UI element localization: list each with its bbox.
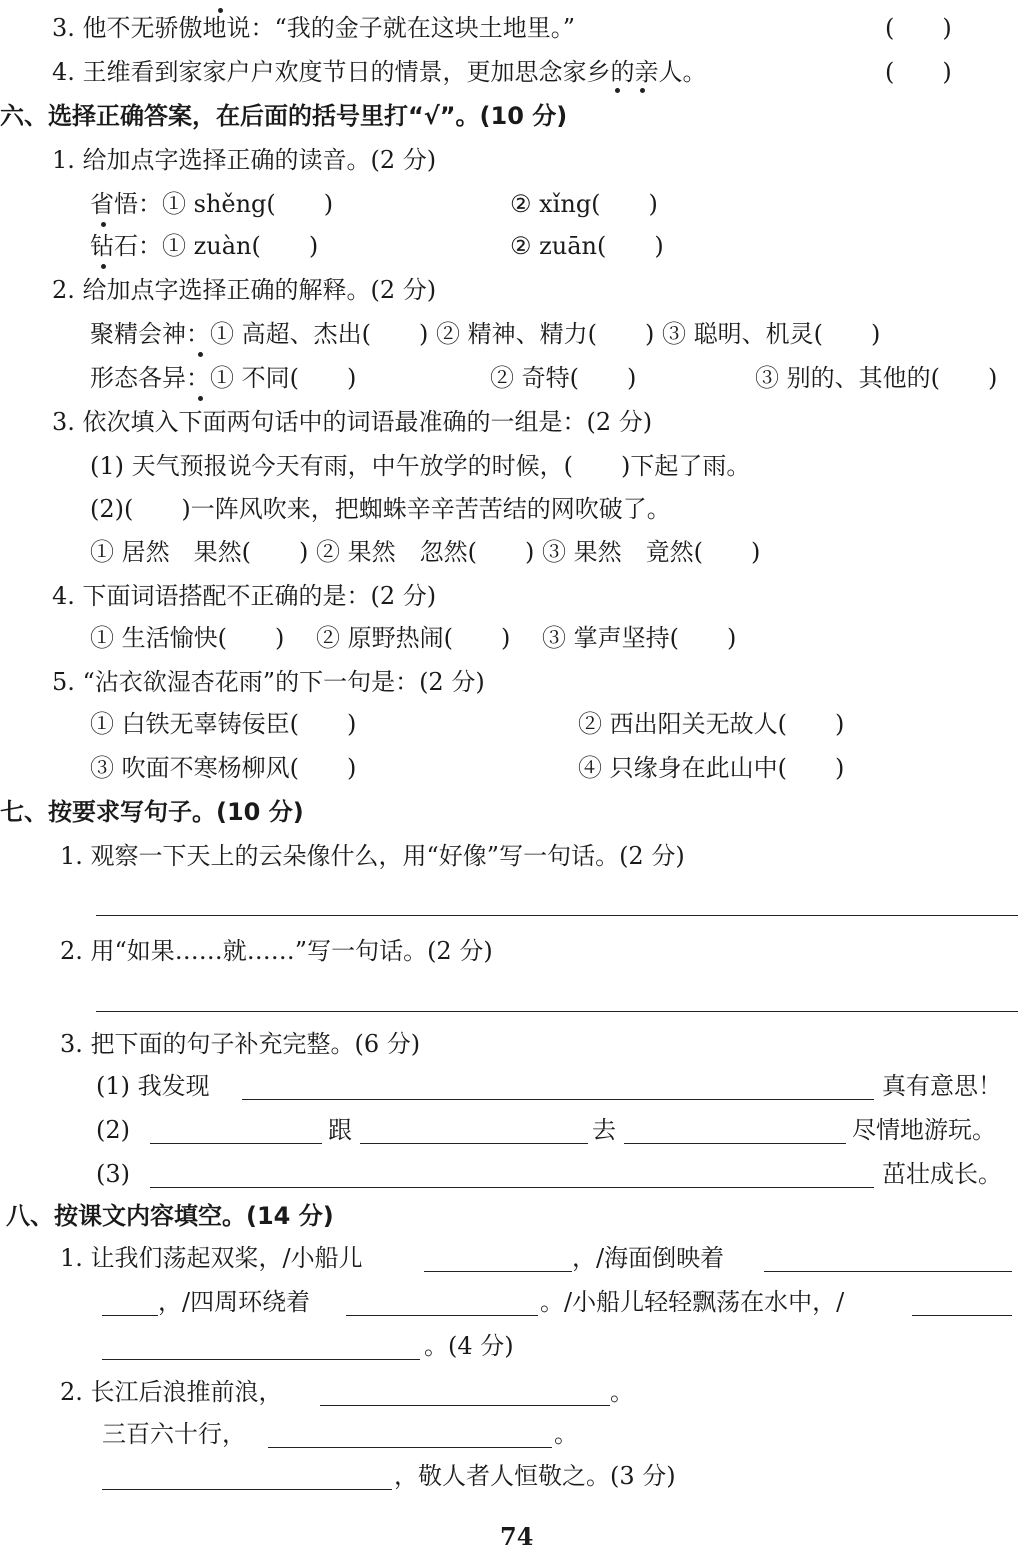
q5-item4-paren: ( ) <box>885 58 952 86</box>
s8-q2-a: 2. 长江后浪推前浪， <box>60 1378 283 1406</box>
section-8-title: 八、按课文内容填空。(14 分) <box>6 1202 334 1230</box>
s7-q3b-mid2: 去 <box>592 1116 616 1144</box>
s7-q3b-mid1: 跟 <box>328 1116 352 1144</box>
s7-q3b-pre: (2) <box>96 1116 130 1144</box>
section-6-title: 六、选择正确答案，在后面的括号里打“√”。(10 分) <box>0 102 568 130</box>
answer-line[interactable] <box>96 914 1018 916</box>
s6-q1a-right: ② xǐng( ) <box>510 190 658 218</box>
s6-q5: 5. “沾衣欲湿杏花雨”的下一句是：(2 分) <box>52 668 485 696</box>
s6-q2a: 聚精会神：① 高超、杰出( ) ② 精神、精力( ) ③ 聪明、机灵( ) <box>90 320 881 348</box>
answer-line[interactable] <box>96 1010 1018 1012</box>
s6-q5d: ④ 只缘身在此山中( ) <box>578 754 845 782</box>
s7-q1: 1. 观察一下天上的云朵像什么，用“好像”写一句话。(2 分) <box>60 842 685 870</box>
s6-q4a: ① 生活愉快( ) ② 原野热闹( ) ③ 掌声坚持( ) <box>90 624 737 652</box>
q5-item3: 3. 他不无骄傲地说：“我的金子就在这块土地里。” <box>52 14 576 42</box>
section-7-title: 七、按要求写句子。(10 分) <box>0 798 304 826</box>
s7-q3c-post: 茁壮成长。 <box>882 1160 1002 1188</box>
s6-q4: 4. 下面词语搭配不正确的是：(2 分) <box>52 582 437 610</box>
s7-q3: 3. 把下面的句子补充完整。(6 分) <box>60 1030 421 1058</box>
fill-blank[interactable] <box>150 1142 322 1144</box>
fill-blank[interactable] <box>424 1270 572 1272</box>
s6-q1a-left: 省悟：① shěng( ) <box>90 190 334 218</box>
fill-blank[interactable] <box>320 1404 610 1406</box>
fill-blank[interactable] <box>102 1488 392 1490</box>
s8-q2-b-end: 。 <box>554 1420 578 1448</box>
s8-q1-c: ，/四周环绕着 <box>158 1288 311 1316</box>
s6-q2: 2. 给加点字选择正确的解释。(2 分) <box>52 276 437 304</box>
fill-blank[interactable] <box>912 1314 1012 1316</box>
s8-q2-a-end: 。 <box>610 1378 634 1406</box>
s6-q5a: ① 白铁无辜铸佞臣( ) <box>90 710 357 738</box>
s7-q3b-post: 尽情地游玩。 <box>852 1116 996 1144</box>
fill-blank[interactable] <box>624 1142 846 1144</box>
s6-q3: 3. 依次填入下面两句话中的词语最准确的一组是：(2 分) <box>52 408 653 436</box>
s8-q1-e: 。(4 分) <box>424 1332 514 1360</box>
s6-q3b: (2)( )一阵风吹来，把蜘蛛辛辛苦苦结的网吹破了。 <box>90 495 671 523</box>
emphasis-dot <box>101 222 106 227</box>
s7-q3c-pre: (3) <box>96 1160 130 1188</box>
fill-blank[interactable] <box>102 1314 158 1316</box>
s6-q1b-left: 钻石：① zuàn( ) <box>90 232 319 260</box>
fill-blank[interactable] <box>346 1314 538 1316</box>
fill-blank[interactable] <box>102 1358 420 1360</box>
s6-q5b: ② 西出阳关无故人( ) <box>578 710 845 738</box>
s8-q1-b: ，/海面倒映着 <box>572 1244 725 1272</box>
s6-q3c: ① 居然 果然( ) ② 果然 忽然( ) ③ 果然 竟然( ) <box>90 538 761 566</box>
s8-q1-d: 。/小船儿轻轻飘荡在水中，/ <box>540 1288 845 1316</box>
emphasis-dot <box>198 396 203 401</box>
s7-q3a-post: 真有意思！ <box>882 1072 1002 1100</box>
q5-item3-paren: ( ) <box>885 14 952 42</box>
fill-blank[interactable] <box>242 1098 874 1100</box>
fill-blank[interactable] <box>150 1186 874 1188</box>
s8-q2-b: 三百六十行， <box>102 1420 246 1448</box>
q5-item4: 4. 王维看到家家户户欢度节日的情景，更加思念家乡的亲人。 <box>52 58 707 86</box>
s6-q1b-right: ② zuān( ) <box>510 232 664 260</box>
s8-q2-c: ，敬人者人恒敬之。(3 分) <box>394 1462 676 1490</box>
fill-blank[interactable] <box>360 1142 588 1144</box>
s6-q3a: (1) 天气预报说今天有雨，中午放学的时候，( )下起了雨。 <box>90 452 751 480</box>
page-number: 74 <box>500 1522 534 1551</box>
s6-q2b-3: ③ 别的、其他的( ) <box>755 364 998 392</box>
emphasis-dot <box>615 88 620 93</box>
s8-q1-a: 1. 让我们荡起双桨，/小船儿 <box>60 1244 363 1272</box>
s7-q3a-pre: (1) 我发现 <box>96 1072 210 1100</box>
emphasis-dot <box>218 8 223 13</box>
emphasis-dot <box>640 88 645 93</box>
emphasis-dot <box>198 352 203 357</box>
s7-q2: 2. 用“如果……就……”写一句话。(2 分) <box>60 937 493 965</box>
s6-q2b-2: ② 奇特( ) <box>490 364 637 392</box>
fill-blank[interactable] <box>268 1446 552 1448</box>
s6-q2b-1: 形态各异：① 不同( ) <box>90 364 357 392</box>
fill-blank[interactable] <box>764 1270 1012 1272</box>
emphasis-dot <box>101 264 106 269</box>
s6-q5c: ③ 吹面不寒杨柳风( ) <box>90 754 357 782</box>
s6-q1: 1. 给加点字选择正确的读音。(2 分) <box>52 146 437 174</box>
